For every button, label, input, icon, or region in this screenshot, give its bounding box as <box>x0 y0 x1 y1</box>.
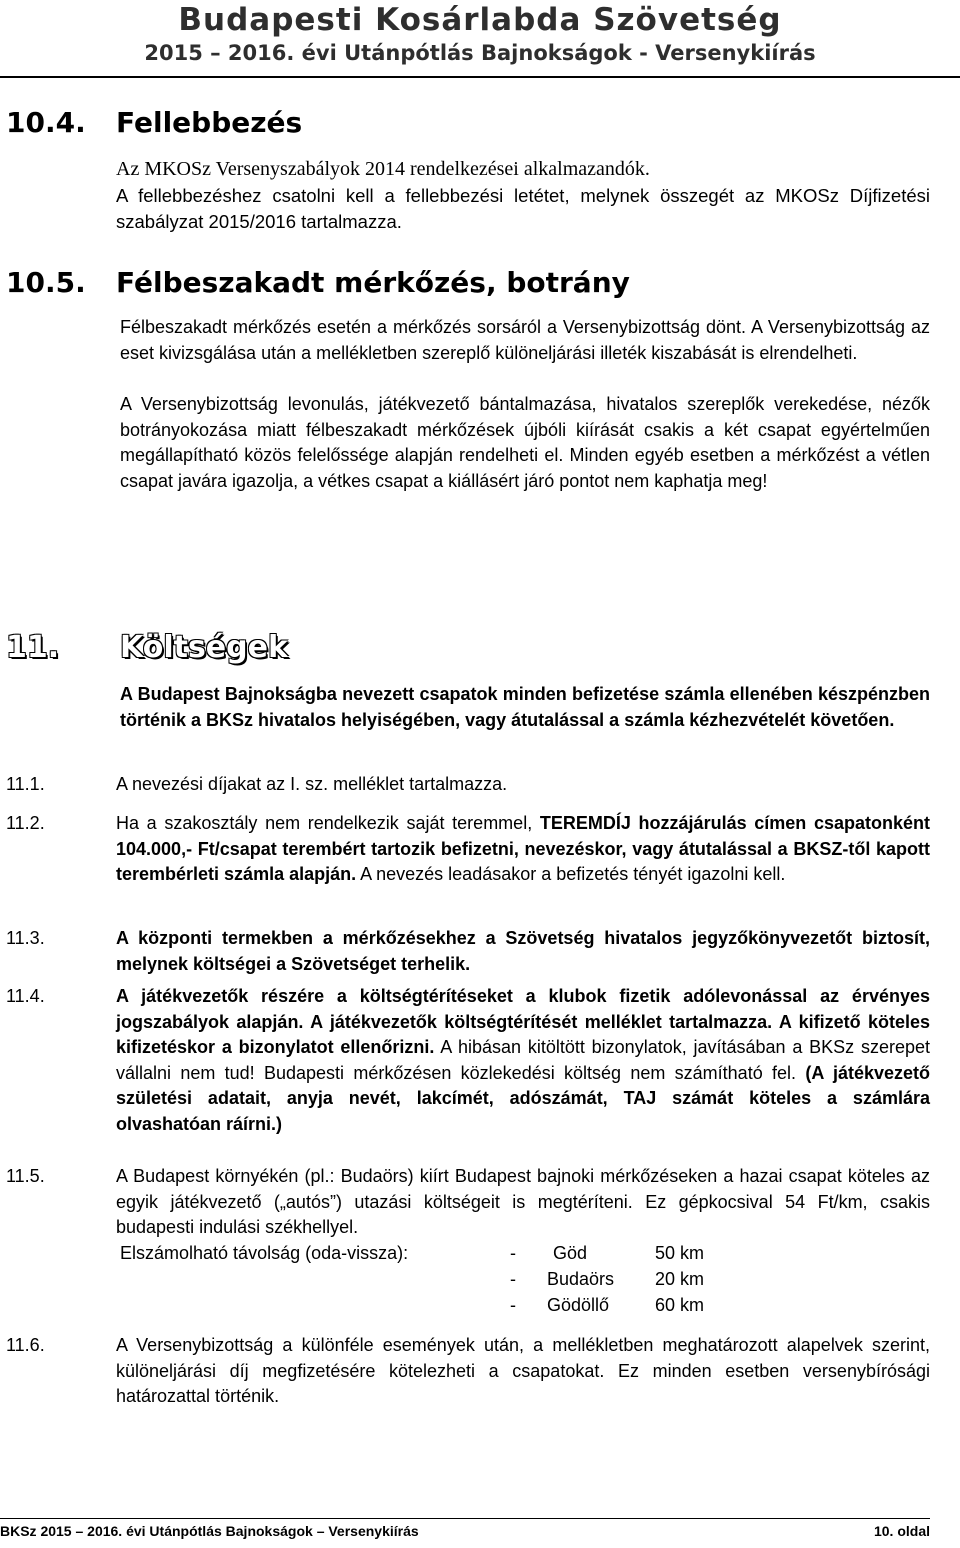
distance-place: Budaörs <box>547 1269 615 1289</box>
item-11-3-number: 11.3. <box>6 928 45 948</box>
section-10-5-paragraph-2: A Versenybizottság levonulás, játékvezető bántalmazása, hivatalos szereplők verekedése, nézők botrányokozása miatt félbeszakadt mérkőzések újbóli kiírását csakis a két csapat egyértelműen megállapítható közös felelőssége alapján rendelheti el. Minden egyéb esetben a mérkőzést a vétlen csapat javára igazolja, a vétkes csapat a kiállásért járó pontot nem kaphatja meg! <box>120 394 930 491</box>
document-title: Budapesti Kosárlabda Szövetség <box>178 2 782 38</box>
section-10-4-line2: A fellebbezéshez csatolni kell a fellebbezési letétet, melynek összegét az MKOSz Díjfizetési szabályzat 2015/2016 tartalmazza. <box>116 185 930 232</box>
section-10-4-line1: Az MKOSz Versenyszabályok 2014 rendelkezései alkalmazandók. <box>116 158 650 180</box>
header-rule <box>0 76 960 78</box>
section-10-4-title: Fellebbezés <box>116 106 303 139</box>
distance-km: 60 km <box>655 1295 705 1315</box>
item-11-5-text: A Budapest környékén (pl.: Budaörs) kiírt Budapest bajnoki mérkőzéseken a hazai csapat köteles az egyik játékvezető („autós”) utazási költségeit is megtéríteni. Ez gépkocsival 54 Ft/km, csakis budapesti indulási székhellyel. <box>116 1166 930 1237</box>
item-11-5-number: 11.5. <box>6 1166 45 1186</box>
item-11-6-text: A Versenybizottság a különféle események után, a mellékletben meghatározott alapelvek szerint, különeljárási díj megfizetésére kötelezheti a csapatokat. Ez minden esetben versenybírósági határozattal történik. <box>116 1335 930 1406</box>
section-11-title: Költségek <box>120 630 288 665</box>
section-11-intro: A Budapest Bajnokságba nevezett csapatok minden befizetése számla ellenében készpénzben történik a BKSz hivatalos helyiségében, vagy átutalással a számla kézhezvételét követően. <box>120 684 930 730</box>
distance-dash: - <box>510 1243 516 1263</box>
item-11-1-number: 11.1. <box>6 774 45 794</box>
item-11-4-text: A játékvezetők részére a költségtérítéseket a klubok fizetik adólevonással az érvényes jogszabályok alapján. A játékvezetők költségtérítését melléklet tartalmazza. A kifizető köteles kifizetéskor a bizonylatot ellenőrizni. A hibásan kitöltött bizonylatok, javításában a BKSz szerepet vállalni nem tud! Budapesti mérkőzésen közlekedési költség nem számítható fel. (A játékvezető születési adatait, anyja nevét, lakcímét, adószámát, TAJ számát köteles a számlára olvashatóan ráírni.) <box>116 986 931 1134</box>
distance-dash: - <box>510 1295 516 1315</box>
section-10-5-title: Félbeszakadt mérkőzés, botrány <box>116 266 630 299</box>
item-11-4-number: 11.4. <box>6 986 45 1006</box>
document-subtitle: 2015 – 2016. évi Utánpótlás Bajnokságok - Versenykiírás <box>144 41 816 65</box>
item-11-1-text: A nevezési díjakat az I. sz. melléklet tartalmazza. <box>116 774 508 794</box>
section-10-4-number: 10.4. <box>6 106 86 139</box>
footer-rule <box>0 1518 930 1519</box>
distance-place: Göd <box>553 1243 588 1263</box>
item-11-2-text: Ha a szakosztály nem rendelkezik saját teremmel, TEREMDÍJ hozzájárulás címen csapatonként 104.000,- Ft/csapat terembért tartozik befizetni, nevezéskor, vagy átutalással a BKSZ-től kapott terembérleti számla alapján. A nevezés leadásakor a befizetés tényét igazolni kell. <box>116 813 930 884</box>
section-10-5-number: 10.5. <box>6 266 86 299</box>
distance-dash: - <box>510 1269 516 1289</box>
item-11-3-text: A központi termekben a mérkőzésekhez a Szövetség hivatalos jegyzőkönyvezetőt biztosít, melynek költségei a Szövetséget terhelik. <box>116 928 930 974</box>
footer-left-text: BKSz 2015 – 2016. évi Utánpótlás Bajnokságok – Versenykiírás <box>0 1523 419 1539</box>
item-11-6-number: 11.6. <box>6 1335 45 1355</box>
page-number: 10. oldal <box>873 1523 930 1539</box>
distance-label: Elszámolható távolság (oda-vissza): <box>120 1243 409 1263</box>
item-11-2-number: 11.2. <box>6 813 45 833</box>
section-10-5-paragraph-1: Félbeszakadt mérkőzés esetén a mérkőzés sorsáról a Versenybizottság dönt. A Versenybizottság az eset kivizsgálása után a mellékletben szereplő különeljárási illeték kiszabását is elrendelheti. <box>120 317 930 363</box>
distance-km: 50 km <box>655 1243 705 1263</box>
section-11-number: 11. <box>6 630 60 665</box>
distance-km: 20 km <box>655 1269 705 1289</box>
distance-place: Gödöllő <box>547 1295 610 1315</box>
